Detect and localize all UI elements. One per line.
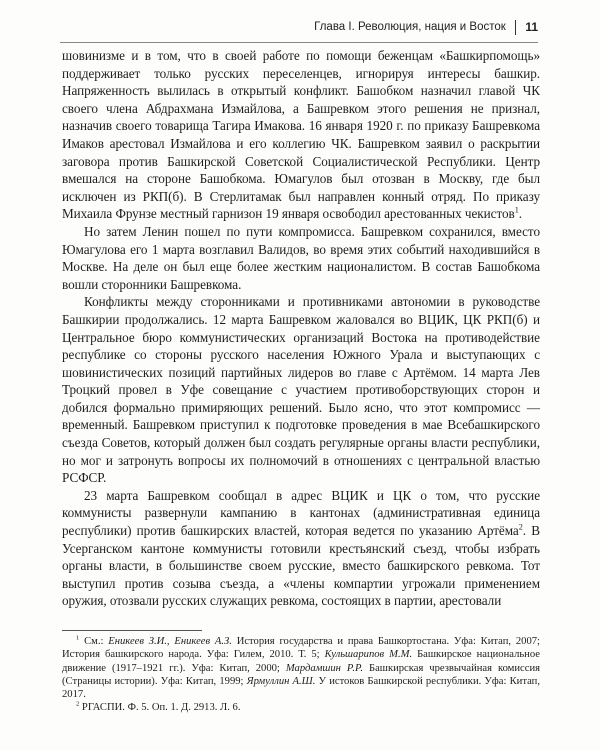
- page-number: 11: [525, 20, 538, 34]
- author-name: Ярмуллин А.Ш.: [246, 675, 316, 687]
- text-run: РГАСПИ. Ф. 5. Оп. 1. Д. 2913. Л. 6.: [79, 702, 241, 714]
- footnote: [62, 635, 540, 701]
- author-name: Еникеев З.И., Еникеев А.З.: [108, 636, 232, 647]
- text-run: История государства и права Башкортостана. Уфа: Китап, 2007; История башкирского народа. Уфа: Гилем, 2010. Т. 5;: [62, 636, 540, 661]
- footnotes: [62, 635, 540, 715]
- footnote-ref: 2: [76, 700, 80, 708]
- footnote-ref: 2: [518, 522, 523, 532]
- paragraph: [62, 293, 540, 487]
- author-name: Мардамшин Р.Р.: [285, 662, 364, 674]
- text-run: шовинизме и в том, что в своей работе по помощи беженцам «Башкирпомощь» поддерживает только русских переселенцев, игнорируя интересы башкир. Напряженность вылилась в открытый конфликт. Башобком назначил главой ЧК своего члена Абдрахмана Измайлова, а Башревком этого решения не признал, назначив своего товарища Тагира Имакова. 16 января 1920 г. по приказу Башревкома Имаков арестовал Измайлова и его коллегию ЧК. Башревком заявил о раскрытии заговора против Башкирской Советской Социалистической Республики. Центр вмешался на стороне Башобкома. Юмагулов был отозван в Москву, где был исключен из РКП(б). В Стерлитамак был направлен конный отряд. По приказу Михаила Фрунзе местный гарнизон 19 января освободил арестованных чекистов: [62, 48, 540, 222]
- text-run: Башкирская чрезвычайная комиссия (Страницы истории). Уфа: Китап, 1999;: [62, 662, 540, 687]
- text-run: . В Усерганском кантоне коммунисты готовили крестьянский съезд, чтобы избрать органы власти, в большинстве своем русские, вместо башкирского ревкома. Тот выступил против созыва съезда, а «члены компартии угрожали применением оружия, отозвали русских служащих ревкома, состоящих в партии, арестовали: [62, 523, 540, 609]
- text-run: У истоков Башкирской республики. Уфа: Китап, 2017.: [62, 675, 540, 701]
- chapter-title: Глава I. Революция, нация и Восток: [314, 21, 506, 33]
- paragraph: [62, 47, 540, 223]
- footnote-separator: [62, 630, 202, 631]
- paragraph: [62, 223, 540, 293]
- text-run: Но затем Ленин пошел по пути компромисса. Башревком сохранился, вместо Юмагулова его 1 марта возглавил Валидов, во время этих событий находившийся в Москве. На деле он был еще более жестким националистом. В состав Башобкома вошли сторонники Башревкома.: [62, 223, 540, 292]
- main-text: [62, 47, 540, 610]
- running-header: [60, 14, 538, 40]
- header-rule: [60, 42, 538, 43]
- paragraph: [62, 487, 540, 610]
- text-run: Конфликты между сторонниками и противниками автономии в руководстве Башкирии продолжались. 12 марта Башревком жаловался во ВЦИК, ЦК РКП(б) и Центральное бюро коммунистических организаций Востока на противодействие республике со стороны русского населения Южного Урала и выступающих с шовинистических позиций партийных лидеров во главе с Артёмом. 14 марта Лев Троцкий провел в Уфе совещание с участием противоборствующих сторон и добился формально примиряющих решений. Было ясно, что этот компромисс — временный. Башревком приступил к подготовке проведения в мае Всебашкирского съезда Советов, который должен был создать регулярные органы власти республики, но мог и затронуть вопросы их полномочий в отношениях с центральной властью РСФСР.: [62, 294, 540, 486]
- header-divider: [515, 20, 517, 35]
- footnote-ref: 1: [76, 634, 80, 642]
- text-run: Башкирское национальное движение (1917–1921 гг.). Уфа: Китап, 2000;: [62, 649, 540, 674]
- footnote: [62, 701, 540, 714]
- text-run: .: [518, 206, 523, 222]
- footnote-ref: 1: [514, 205, 519, 215]
- author-name: Кульшарипов М.М.: [324, 649, 413, 661]
- text-run: См.:: [79, 636, 109, 647]
- text-run: 23 марта Башревком сообщал в адрес ВЦИК и ЦК о том, что русские коммунисты развернули кампанию в кантонах (административная единица республики) против башкирских властей, которая ведется по указанию Артёма: [62, 487, 540, 539]
